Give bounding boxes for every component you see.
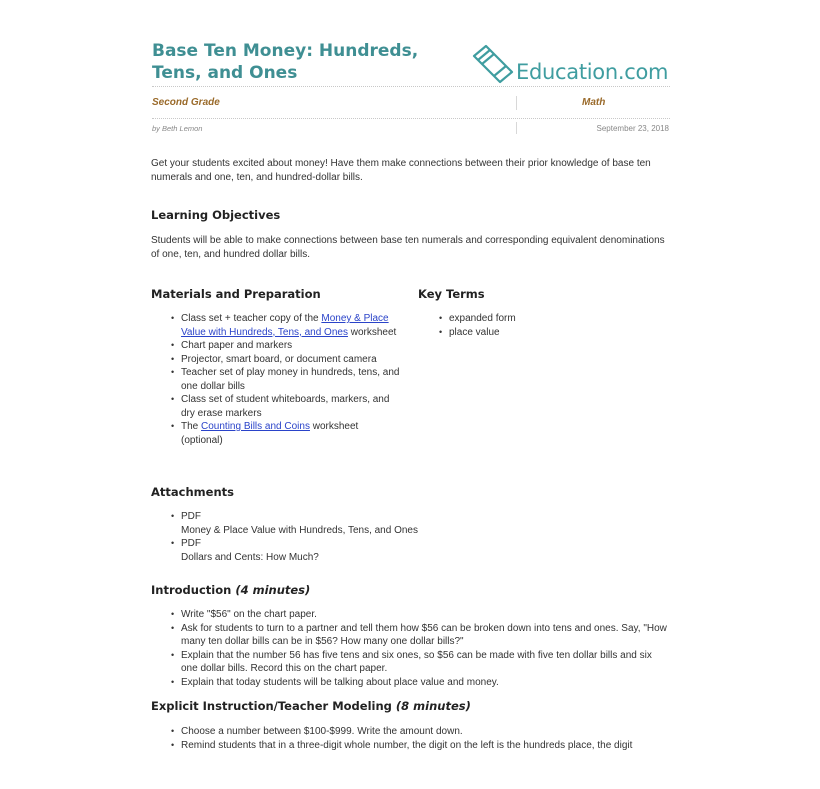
grade-label: Second Grade — [152, 97, 220, 108]
attachment-type: • PDF — [181, 511, 201, 522]
attachment-item[interactable] — [171, 537, 471, 564]
list-item: • place value — [439, 326, 639, 340]
attachment-name: Money & Place Value with Hundreds, Tens, and Ones — [181, 524, 418, 536]
materials-heading: Materials and Preparation — [151, 287, 321, 301]
attachment-item[interactable] — [171, 510, 471, 537]
author-byline: by Beth Lemon — [152, 124, 203, 133]
learning-objectives-text: Students will be able to make connections between base ten numerals and corresponding equivalent denominations of one, ten, and hundred dollar bills. — [151, 235, 665, 260]
attachment-name: Dollars and Cents: How Much? — [181, 551, 319, 563]
attachments-heading: Attachments — [151, 485, 234, 499]
list-item: • Projector, smart board, or document camera — [171, 353, 401, 367]
counting-bills-coins-link[interactable]: Counting Bills and Coins — [201, 421, 310, 432]
key-terms-heading: Key Terms — [418, 287, 485, 301]
introduction-duration: (4 minutes) — [235, 583, 311, 597]
list-item: • expanded form — [439, 312, 639, 326]
list-item: • Ask for students to turn to a partner and tell them how $56 can be broken down into tens and ones. Say, "How many ten dollar bills can be in $56? How many one dollar bills?" — [171, 622, 671, 649]
explicit-instruction-duration: (8 minutes) — [395, 699, 471, 713]
intro-paragraph: Get your students excited about money! Have them make connections between their prior knowledge of base ten numerals and one, ten, and hundred-dollar bills. — [151, 158, 651, 183]
education-com-logo[interactable] — [468, 42, 674, 84]
list-item: • Class set of student whiteboards, markers, and dry erase markers — [171, 393, 401, 420]
list-item: • Remind students that in a three-digit whole number, the digit on the left is the hundreds place, the digit — [171, 739, 671, 753]
list-item: • Choose a number between $100-$999. Write the amount down. — [171, 725, 671, 739]
list-item: • Teacher set of play money in hundreds, tens, and one dollar bills — [171, 366, 401, 393]
meta-separator — [516, 96, 517, 110]
meta-divider — [152, 118, 670, 119]
page-title: Base Ten Money: Hundreds, Tens, and Ones — [152, 41, 419, 83]
attachment-type: • PDF — [181, 538, 201, 549]
explicit-instruction-heading: Explicit Instruction/Teacher Modeling (8 minutes) — [151, 699, 471, 713]
introduction-list — [171, 608, 671, 689]
list-item: • Class set + teacher copy of the Money & Place Value with Hundreds, Tens, and Ones worksheet — [171, 312, 401, 339]
learning-objectives-heading: Learning Objectives — [151, 208, 281, 222]
pencil-logo-icon — [468, 42, 516, 84]
list-item: • The Counting Bills and Coins worksheet (optional) — [171, 420, 401, 447]
logo-wordmark: Education.com — [516, 60, 669, 84]
list-item: • Explain that the number 56 has five tens and six ones, so $56 can be made with five ten dollar bills and six one dollar bills. Record this on the chart paper. — [171, 649, 671, 676]
publish-date: September 23, 2018 — [596, 124, 669, 133]
list-item: • Chart paper and markers — [171, 339, 401, 353]
list-item: • Write "$56" on the chart paper. — [171, 608, 671, 622]
materials-list — [171, 312, 401, 447]
key-terms-list — [439, 312, 639, 339]
list-item: • Explain that today students will be talking about place value and money. — [171, 676, 671, 690]
attachments-list — [171, 510, 471, 564]
money-place-value-worksheet-link[interactable]: Money & Place Value with Hundreds, Tens, and Ones — [181, 313, 389, 338]
header-divider — [152, 86, 670, 87]
introduction-heading: Introduction (4 minutes) — [151, 583, 311, 597]
subject-label: Math — [582, 97, 606, 108]
explicit-instruction-list — [171, 725, 671, 752]
byline-separator — [516, 122, 517, 134]
